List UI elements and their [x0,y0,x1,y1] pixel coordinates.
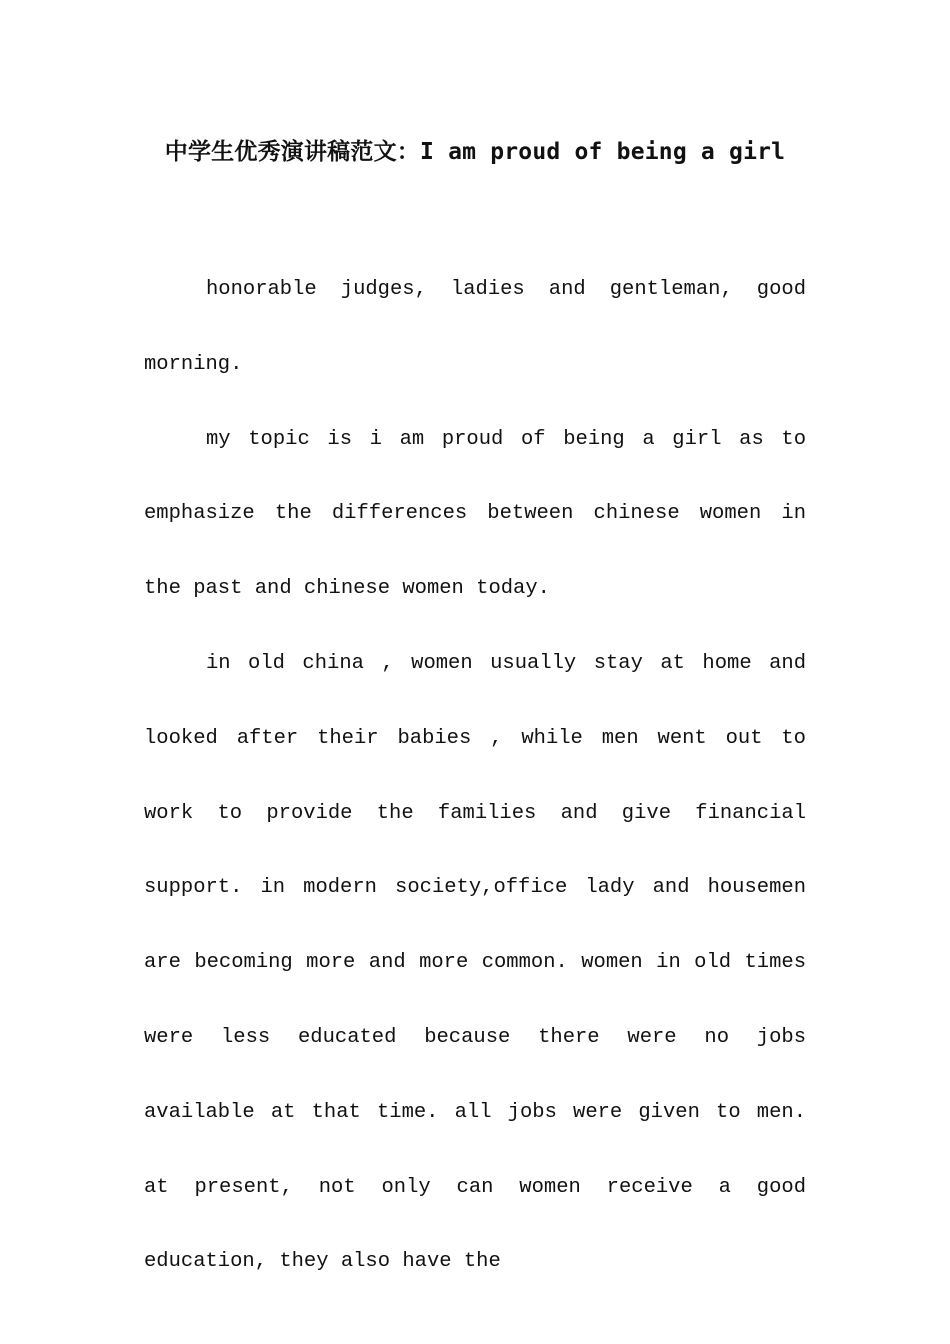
document-title: 中学生优秀演讲稿范文：I am proud of being a girl [164,139,786,165]
paragraph-topic: my topic is i am proud of being a girl as to emphasize the differences between chinese women in the past and chinese women today. [144,427,806,601]
paragraph-old-china: in old china , women usually stay at home and looked after their babies , while men went out to work to provide the families and give financial support. in modern society,office lady and housemen are becoming more and more common. women in old times were less educated because there were no jobs available at that time. all jobs were given to men. at present, not only can women receive a good education, they also have the [144,651,806,1274]
paragraph-greeting: honorable judges, ladies and gentleman, good morning. [144,278,806,376]
document-body [144,253,806,1300]
